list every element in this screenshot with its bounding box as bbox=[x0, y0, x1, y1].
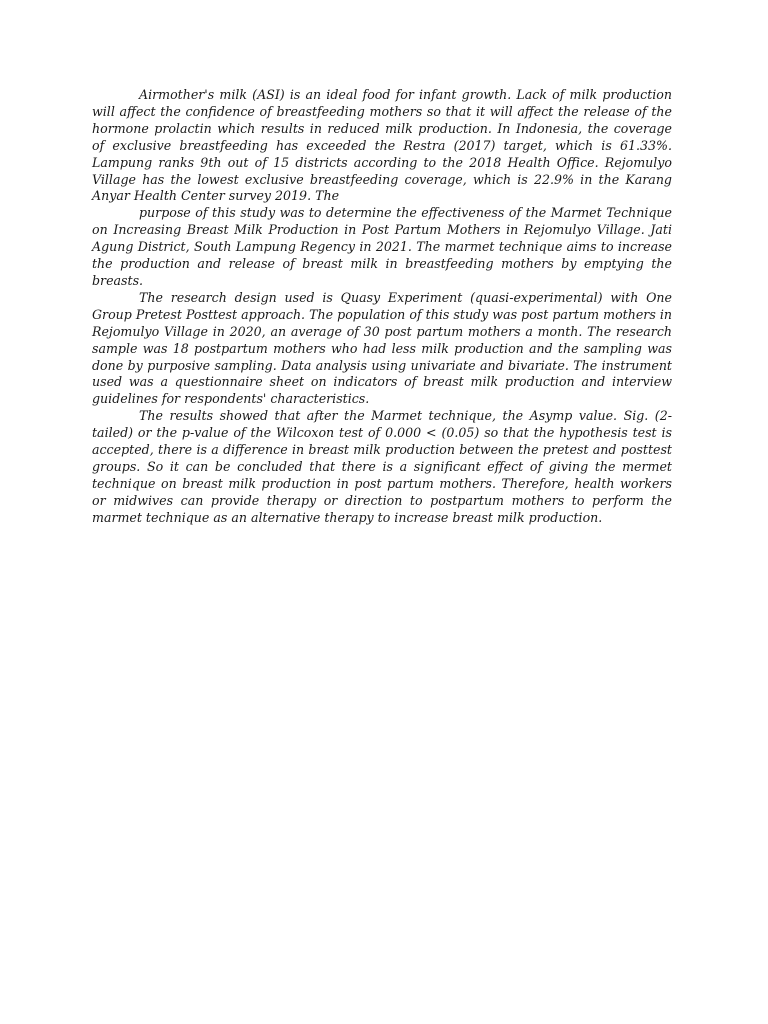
paragraph-purpose: purpose of this study was to determine the effectiveness of the Marmet Technique on Increasing Breast Milk Production in Post Partum Mothers in Rejomulyo Village. Jati Agung District, South Lampung Regency in 2021. The marmet technique aims to increase the production and release of breast milk in breastfeeding mothers by emptying the breasts. bbox=[92, 205, 672, 288]
paragraph-background: Airmother's milk (ASI) is an ideal food for infant growth. Lack of milk production will affect the confidence of breastfeeding mothers so that it will affect the release of the hormone prolactin which results in reduced milk production. In Indonesia, the coverage of exclusive breastfeeding has exceeded the Restra (2017) target, which is 61.33%. Lampung ranks 9th out of 15 districts according to the 2018 Health Office. Rejomulyo Village has the lowest exclusive breastfeeding coverage, which is 22.9% in the Karang Anyar Health Center survey 2019. The bbox=[92, 87, 672, 204]
paragraph-results: The results showed that after the Marmet technique, the Asymp value. Sig. (2-tailed) or the p-value of the Wilcoxon test of 0.000 < (0.05) so that the hypothesis test is accepted, there is a difference in breast milk production between the pretest and posttest groups. So it can be concluded that there is a significant effect of giving the mermet technique on breast milk production in post partum mothers. Therefore, health workers or midwives can provide therapy or direction to postpartum mothers to perform the marmet technique as an alternative therapy to increase breast milk production. bbox=[92, 408, 672, 525]
abstract-text bbox=[92, 87, 672, 527]
paragraph-method: The research design used is Quasy Experiment (quasi-experimental) with One Group Pretest Posttest approach. The population of this study was post partum mothers in Rejomulyo Village in 2020, an average of 30 post partum mothers a month. The research sample was 18 postpartum mothers who had less milk production and the sampling was done by purposive sampling. Data analysis using univariate and bivariate. The instrument used was a questionnaire sheet on indicators of breast milk production and interview guidelines for respondents' characteristics. bbox=[92, 289, 672, 407]
